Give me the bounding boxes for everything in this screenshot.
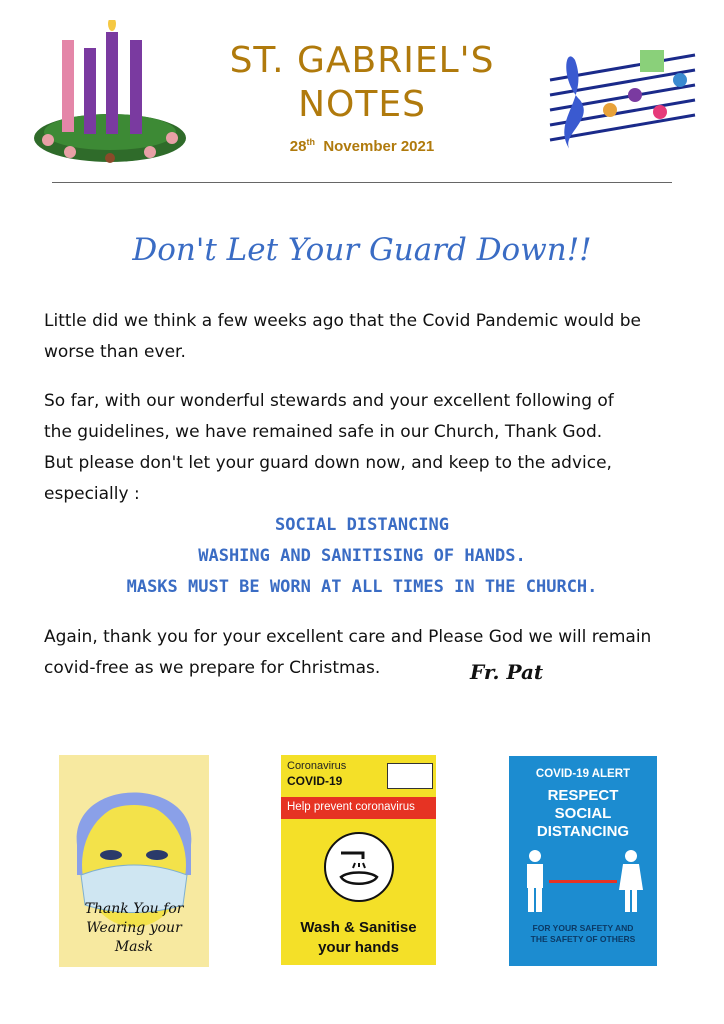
- poster-safety-line: FOR YOUR SAFETY AND: [532, 923, 634, 933]
- government-logo-icon: [387, 763, 433, 789]
- mask-poster-text: [59, 900, 209, 957]
- advice-washing-hands: WASHING AND SANITISING OF HANDS.: [198, 546, 526, 566]
- poster-alert-label: COVID-19 ALERT: [535, 768, 631, 780]
- mask-poster-line: Thank You for: [84, 901, 184, 917]
- poster-covid-label: COVID-19: [287, 774, 343, 788]
- newsletter-title-line1: ST. GABRIEL'S: [229, 40, 495, 81]
- poster-distance-line: RESPECT: [547, 787, 619, 804]
- paragraph-line: the guidelines, we have remained safe in our Church, Thank God.: [44, 422, 603, 442]
- poster-help-text: Help prevent coronavirus: [287, 801, 415, 813]
- paragraph-line: covid-free as we prepare for Christmas.: [44, 658, 381, 678]
- signature: Fr. Pat: [470, 660, 544, 684]
- date-suffix: th: [306, 137, 315, 147]
- hand-washing-icon: [323, 831, 395, 903]
- poster-wash-hands: [281, 755, 436, 965]
- paragraph-line: Again, thank you for your excellent care and Please God we will remain: [44, 627, 652, 647]
- paragraph-intro: Little did we think a few weeks ago that the Covid Pandemic would be worse than ever.: [44, 311, 641, 362]
- poster-distance-line: DISTANCING: [536, 823, 630, 840]
- poster-wash-line: Wash & Sanitise: [300, 919, 417, 936]
- mask-poster-line: Mask: [114, 939, 154, 955]
- advice-social-distancing: SOCIAL DISTANCING: [275, 515, 449, 535]
- paragraph-stewards: [44, 386, 694, 510]
- poster-wash-text: [281, 918, 436, 958]
- header-divider: [52, 182, 672, 183]
- paragraph-line: especially :: [44, 484, 140, 504]
- poster-social-distancing: [509, 756, 657, 966]
- headline: Don't Let Your Guard Down!!: [132, 232, 592, 268]
- poster-thank-you-mask: [59, 755, 209, 967]
- paragraph-closing: [44, 622, 694, 684]
- poster-distance-line: SOCIAL: [554, 805, 612, 822]
- mask-poster-line: Wearing your: [86, 920, 182, 936]
- poster-wash-line: your hands: [318, 939, 399, 956]
- poster-safety-line: THE SAFETY OF OTHERS: [530, 934, 636, 944]
- advice-masks: MASKS MUST BE WORN AT ALL TIMES IN THE CHURCH.: [126, 577, 598, 597]
- music-notes-image: [540, 40, 700, 165]
- newsletter-title-line2: NOTES: [298, 84, 426, 125]
- date-day: 28: [289, 138, 307, 155]
- paragraph-line: So far, with our wonderful stewards and your excellent following of: [44, 391, 614, 411]
- distancing-people-icon: [517, 848, 649, 916]
- poster-coronavirus-label: Coronavirus: [287, 760, 347, 772]
- paragraph-line: But please don't let your guard down now, and keep to the advice,: [44, 453, 612, 473]
- date-month-year: November 2021: [323, 138, 435, 155]
